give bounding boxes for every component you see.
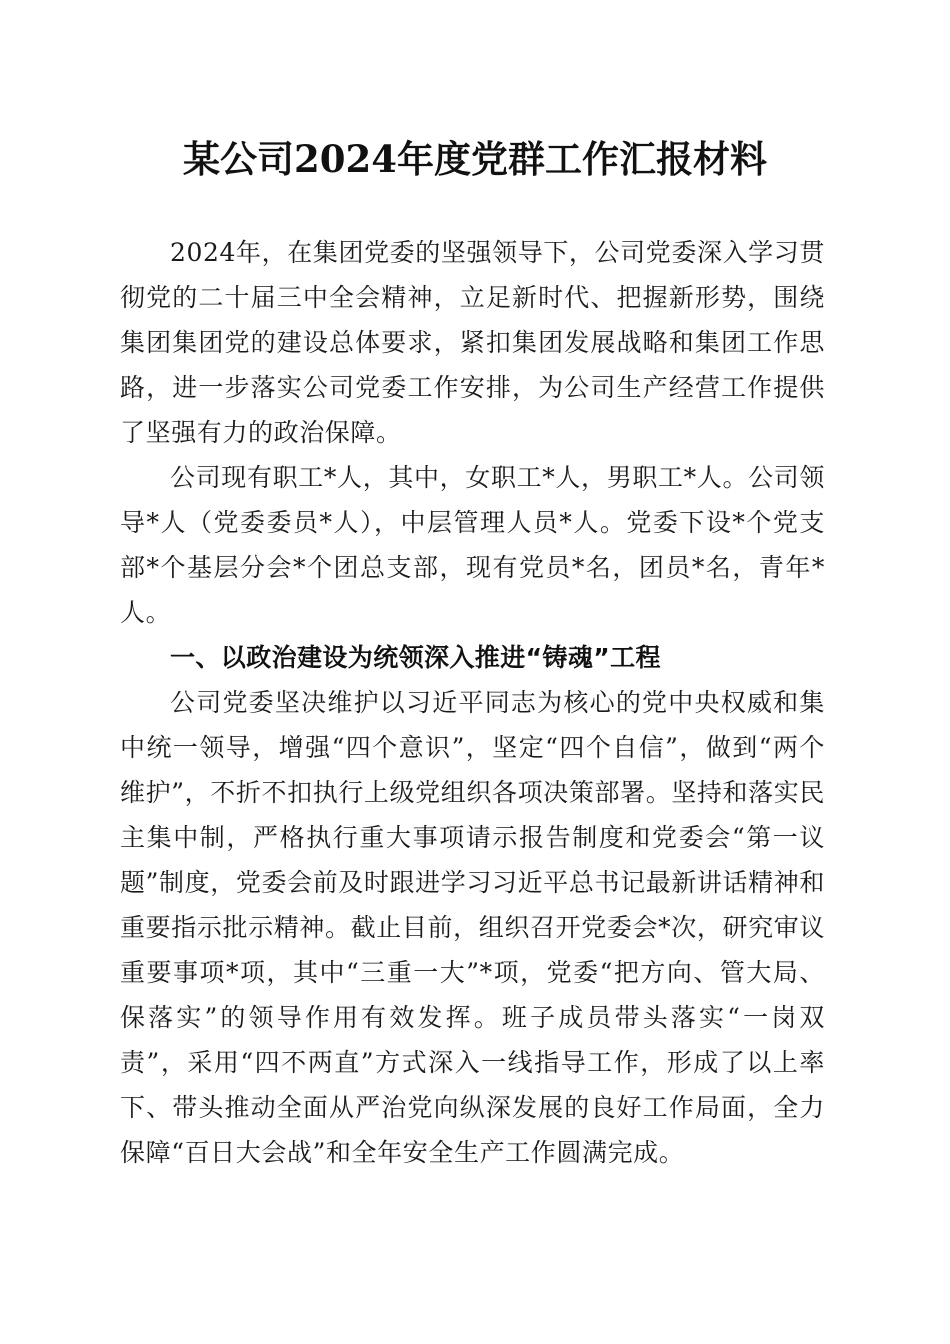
document-title: 某公司2024年度党群工作汇报材料 bbox=[183, 137, 767, 181]
intro-paragraph: 2024年，在集团党委的坚强领导下，公司党委深入学习贯彻党的二十届三中全会精神，立足新时代、把握新形势，围绕集团集团党的建设总体要求，紧扣集团发展战略和集团工作思路，进一步落实公司党委工作安排，为公司生产经营工作提供了坚强有力的政治保障。 bbox=[120, 238, 825, 447]
section-paragraph: 公司党委坚决维护以习近平同志为核心的党中央权威和集中统一领导，增强“四个意识”，坚定“四个自信”，做到“两个维护”，不折不扣执行上级党组织各项决策部署。坚持和落实民主集中制，严格执行重大事项请示报告制度和党委会“第一议题”制度，党委会前及时跟进学习习近平总书记最新讲话精神和重要指示批示精神。截止目前，组织召开党委会*次，研究审议重要事项*项，其中“三重一大”*项，党委“把方向、管大局、保落实”的领导作用有效发挥。班子成员带头落实“一岗双责”，采用“四不两直”方式深入一线指导工作，形成了以上率下、带头推动全面从严治党向纵深发展的良好工作局面，全力保障“百日大会战”和全年安全生产工作圆满完成。 bbox=[120, 688, 825, 1167]
document-body bbox=[120, 230, 825, 1175]
section-heading: 一、以政治建设为统领深入推进“铸魂”工程 bbox=[170, 643, 661, 672]
staff-paragraph: 公司现有职工*人，其中，女职工*人，男职工*人。公司领导*人（党委委员*人），中层管理人员*人。党委下设*个党支部*个基层分会*个团总支部，现有党员*名，团员*名，青年*人。 bbox=[120, 463, 825, 627]
